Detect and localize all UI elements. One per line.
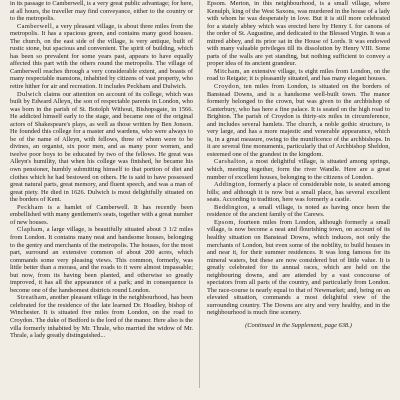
continuation-note: (Continued in the Supplement, page 638.) (245, 321, 352, 329)
paragraph-mitcham: Mitcham, an extensive village, is eight miles from London, on the road to Reigate; it is pleasantly situated, and has many elegant houses. (207, 67, 390, 83)
paragraph-dulwich: Dulwich claims our attention on account of its college, which was built by Edward Alleyn, the son of respectable parents in London, who was born in the parish of St. Botolph Without, Bishopsgate, in 1566. He addicted himself early to the stage, and became one of the original actors of Shakespeare's plays, as well as those written by Ben Jonson. He founded this college for a master and wardens, who were always to be of the name of Alleyn, with fellows, three of whom were to be divines, an organist, six poor men, and as many poor women, and twelve poor boys to be educated by two of the fellows. He great was Alleyn's humility, that when his college was finished, he became his own pensioner, humbly submitting himself to that portion of diet and clothes which he had bestowed on others. He is said to have possessed great natural parts, great memory, and fluent speech, and was a man of great piety. He died in 1626. Dulwich is most delightfully situated on the borders of Kent. (10, 90, 193, 204)
left-column (10, 0, 193, 400)
right-column (207, 0, 390, 400)
paragraph-croydon: Croydon, ten miles from London, is situated on the borders of Banstead Downs, and is a handsome well-built town. The manor formerly belonged to the crown, but was given to the archbishop of Canterbury, who has here a fine palace. It is seated on the high road to Brighton. The parish of Croydon is thirty-six miles in circumference, and includes several hamlets. The church, a noble gothic structure, is very large, and has a more majestic and venerable appearance, which is, in a great measure, owing to the munificence of the archbishops. In it are several fine monuments, particularly that of Archbishop Sheldon, esteemed one of the grandest in the kingdom. (207, 83, 390, 158)
paragraph-carshalton: Carshalton, a most delightful village, is situated among springs, which, meeting together, form the river Wandle. Here are a great number of excellent houses, belonging to the citizens of London. (207, 158, 390, 181)
paragraph-epsom-merton: Epsom. Merton, in this neighbourhood, is a small village, where Kenulph, king of the West Saxons, was murdered in the house of a lady with whom he was desperately in love. But it is still more celebrated for a stately abbey which was erected here by Henry I. for canons of the order of St. Augustine, and dedicated to the Blessed Virgin. It was a mitred abbey, and its prior sat in the House of Lords. It was endowed with many valuable privileges till its dissolution by Henry VIII. Some parts of the walls are yet standing, but nothing sufficient to convey a proper idea of its ancient grandeur. (207, 0, 390, 68)
paragraph-beddington: Beddington, a small village, is noted as having once been the residence of the ancient family of the Carews. (207, 203, 390, 219)
paragraph-peckham: Peckham is a hamlet of Camberwell. It has recently been embellished with many gentlemen's seats, together with a great number of new houses. (10, 203, 193, 226)
paragraph-epsom: Epsom, fourteen miles from London, although formerly a small village, is now become a neat and flourishing town, on account of its healthy situation on Banstead Downs, which induces, not only the merchants of London, but even some of the nobility, to build houses in and near it, for their summer residences. It was long famous for its mineral waters, but these are now considered but of little value. It is greatly celebrated for its annual races, which are held on the neighbouring downs, and are attended by a vast concourse of spectators from all parts of the country, and particularly from London. The race-course is nearly equal to that of Newmarket; and, being on an elevated situation, commands a most delightful view of the surrounding country. The Downs are airy and very healthy, and in the neighbourhood is much fine scenery. (207, 218, 390, 317)
paragraph-camberwell: Camberwell, a very pleasant village, is about three miles from the metropolis. It has a spacious green, and contains many good houses. The church, on the east side of the village, is very antique, built of rustic stone, but spacious and convenient. The spirit of building, which has been so prevalent for some years past, appears to have equally affected this part with the others round the metropolis. The village of Camberwell reaches through a very considerable extent, and boasts of many respectable mansions, inhabited by citizens of vast property, who retire hither for air and recreation. It includes Peckham and Dulwich. (10, 22, 193, 91)
paragraph-continued: in its passage to Camberwell, is a very great public advantage; for here, at all hours, the traveller may find conveyance, either to the country or to the metropolis. (10, 0, 193, 23)
paragraph-addington: Addington, formerly a place of considerable note, is seated among hills; and although it is now but a small place, has several excellent seats. According to tradition, here was formerly a castle. (207, 181, 390, 204)
paragraph-clapham: Clapham, a large village, is beautifully situated about 3 1/2 miles from London. It contains many neat and handsome houses, belonging to the gentry and merchants of the metropolis. The houses, for the most part, surround an extensive common of about 200 acres, which commands some very pleasing views. This common, formerly, was little better than a morass, and the roads to it were almost impassable; but now, from its having been planted, and otherwise so greatly improved, it has all the appearance of a park; and in consequence is become one of the handsomest districts round London. (10, 226, 193, 294)
column-divider (199, 0, 200, 388)
paragraph-streatham: Streatham, another pleasant village in the neighbourhood, has been celebrated for the residence of the late learned Dr. Hoadley, bishop of Winchester. It is situated five miles from London, on the road to Croydon. The duke of Bedford is the lord of the manor. Here also is the villa formerly inhabited by Mr. Thrale, who married the widow of Mr. Thrale, a lady greatly distinguished... (10, 294, 193, 340)
